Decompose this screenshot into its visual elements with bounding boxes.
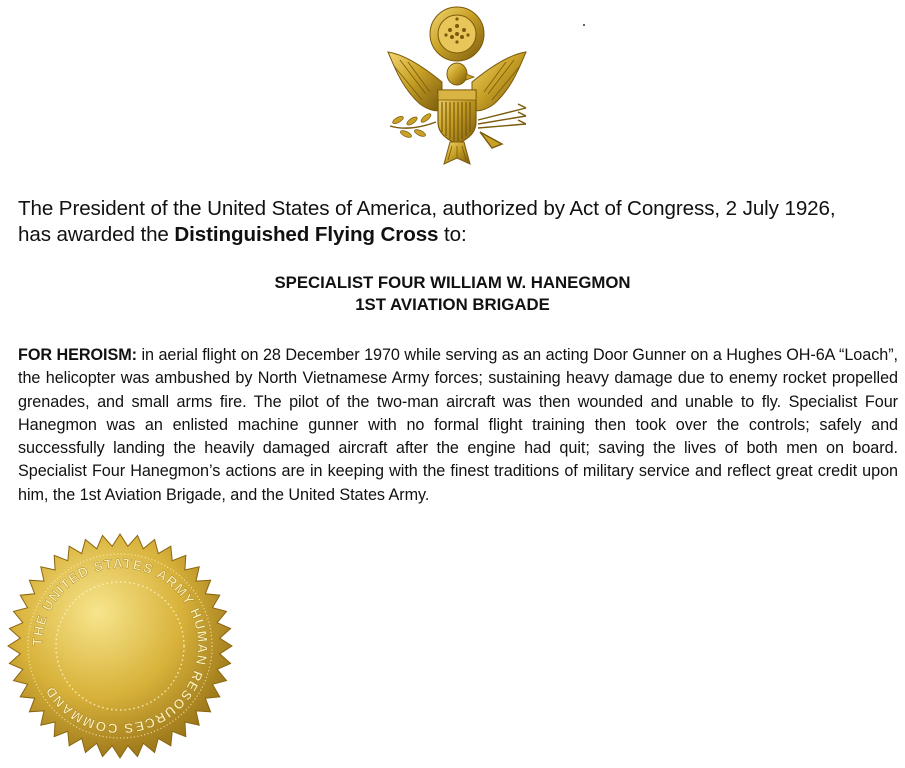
award-name: Distinguished Flying Cross [174,223,439,246]
great-seal-eagle-emblem [380,4,534,170]
olive-branch-icon [390,112,436,139]
army-hrc-gold-seal [6,532,234,760]
award-statement-line1: The President of the United States of America, authorized by Act of Congress, 2 July 1926, [18,197,836,220]
arrows-icon [478,104,526,148]
seal-inscription: THE UNITED STATES ARMY HUMAN RESOURCES COMMAND [29,555,211,737]
recipient-name: SPECIALIST FOUR WILLIAM W. HANEGMON [274,273,631,292]
award-statement-suffix: to: [438,223,467,246]
award-statement-prefix: has awarded the [18,223,175,246]
award-statement-line2 [18,222,898,248]
citation-paragraph [18,344,898,507]
recipient-unit: 1ST AVIATION BRIGADE [355,295,550,314]
paper-speck [583,24,585,26]
citation-text: in aerial flight on 28 December 1970 while serving as an acting Door Gunner on a Hughes OH-6A “Loach”, the helicopter was ambushed by North Vietnamese Army forces; sustaining heavy damage due to enemy rocket propelled grenades, and small arms fire. The pilot of the two-man aircraft was then wounded and unable to fly. Specialist Four Hanegmon was an enlisted machine gunner with no formal flight training then took over the controls; safely and successfully landing the heavily damaged aircraft after the engine had quit; saving the lives of both men on board. Specialist Four Hanegmon’s actions are in keeping with the finest traditions of military service and reflect great credit upon him, the 1st Aviation Brigade, and the United States Army. [18,346,898,504]
glory-icon [430,7,484,61]
citation-heading: FOR HEROISM: [18,346,138,364]
award-statement [18,196,898,248]
recipient-block [0,272,905,316]
